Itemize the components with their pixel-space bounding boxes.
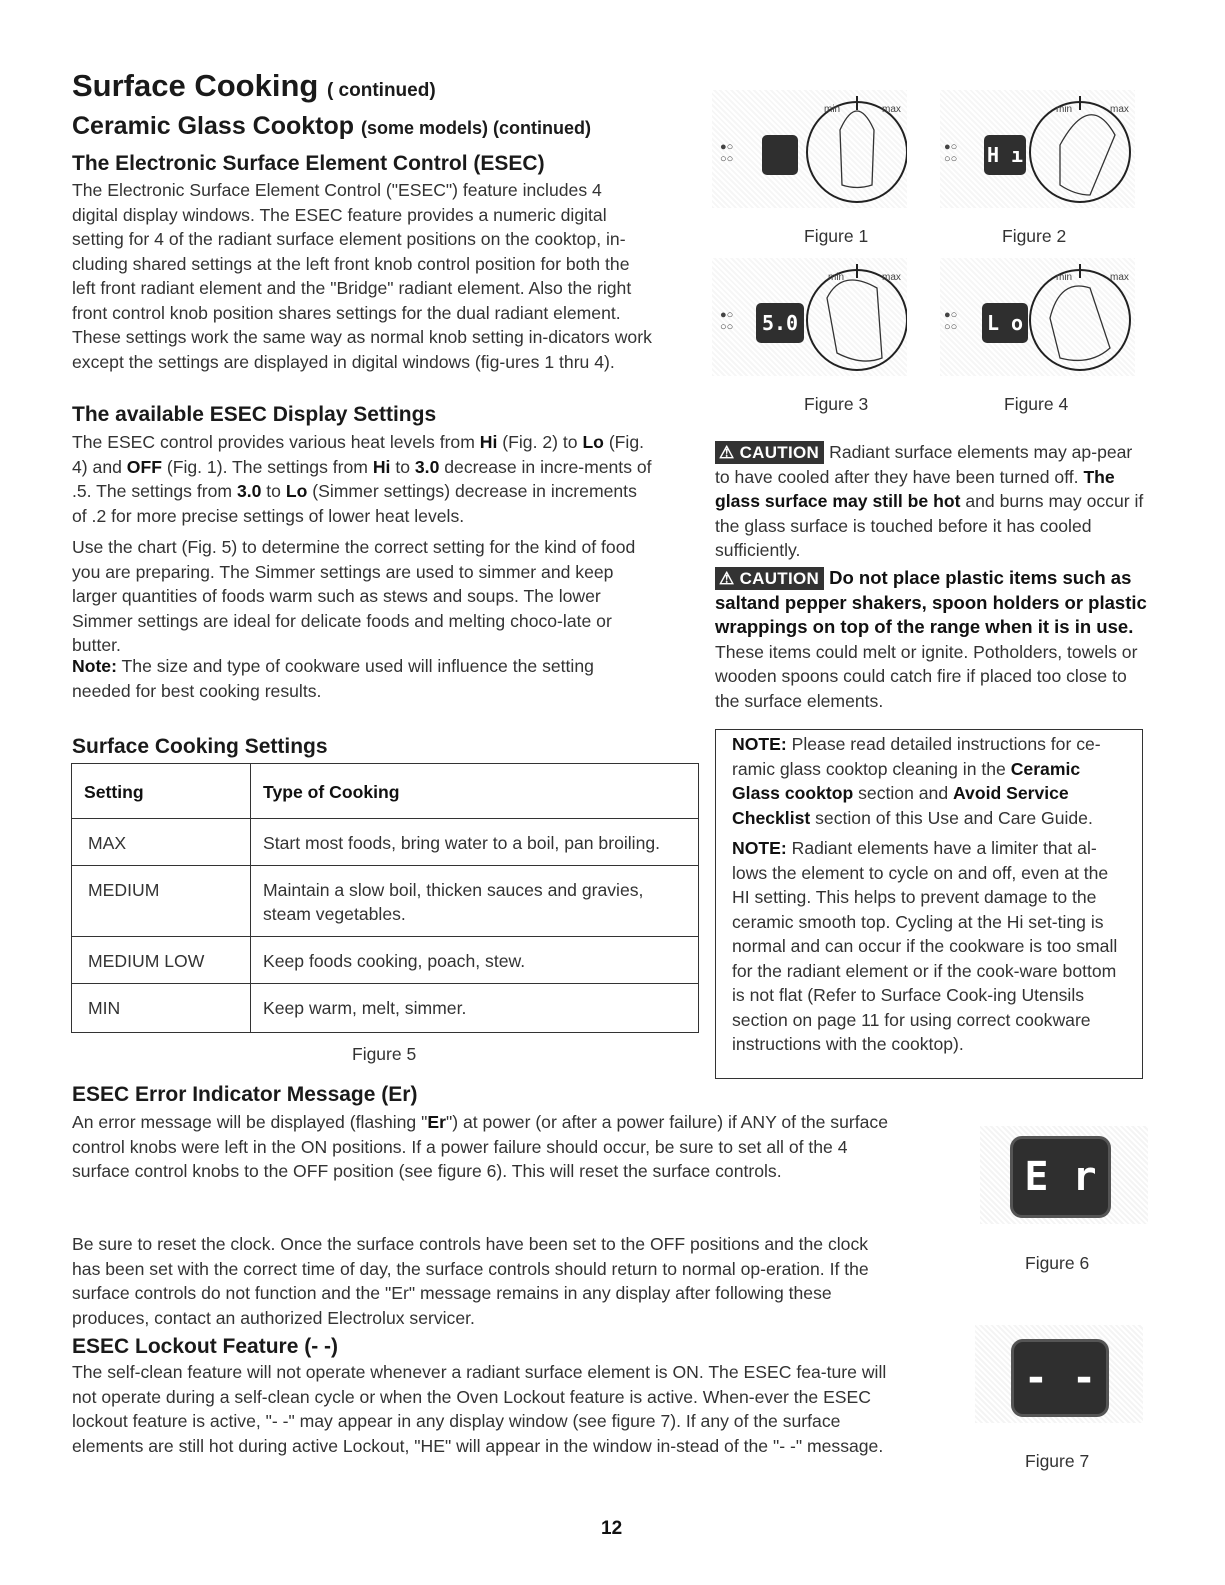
figure-2-image: [940, 90, 1135, 208]
knob-icon: [712, 258, 907, 376]
caution-plastic-items: ⚠ CAUTION Do not place plastic items such as saltand pepper shakers, spoon holders or plastic wrappings on top of the range when it is in use. These items could melt or ignite. Potholders, towels or wooden spoons could catch fire if placed too close to the surface elements.: [715, 567, 1147, 711]
figure-4-caption: Figure 4: [1004, 394, 1069, 414]
lockout-heading: ESEC Lockout Feature (- -): [72, 1335, 339, 1358]
title-text: Surface Cooking: [72, 68, 319, 103]
settings-table: [71, 763, 699, 1033]
knob-icon: [712, 90, 907, 208]
figure-4-image: [940, 258, 1135, 376]
setting-cell: MEDIUM LOW: [72, 937, 251, 984]
table-header-type: Type of Cooking: [251, 764, 699, 819]
figure-3-image: [712, 258, 907, 376]
display-window: L o: [982, 303, 1028, 343]
lockout-display-window: - -: [1011, 1339, 1109, 1417]
note-cleaning: NOTE: Please read detailed instructions for ce-ramic glass cooktop cleaning in the Ceramic Glass cooktop section and Avoid Service Checklist section of this Use and Care Guide.: [732, 734, 1101, 828]
max-label: max: [1110, 104, 1129, 115]
max-label: max: [882, 104, 901, 115]
display-settings-heading: The available ESEC Display Settings: [72, 403, 437, 426]
svg-text:○○: ○○: [944, 321, 958, 333]
knob-icon: [940, 258, 1135, 376]
page-subtitle: [72, 112, 591, 141]
lockout-body: The self-clean feature will not operate whenever a radiant surface element is ON. The ESEC fea-ture will not operate during a self-clean cycle or when the Oven Lockout feature is active. When-ever the ESEC lockout feature is active, "- -" may appear in any display window (see figure 7). If any of the surface elements are still hot during active Lockout, "HE" will appear in the window in-stead of the "- -" message.: [72, 1362, 887, 1456]
type-cell: Keep foods cooking, poach, stew.: [251, 937, 699, 984]
figure-6-caption: Figure 6: [1025, 1253, 1090, 1273]
svg-text:○○: ○○: [720, 321, 734, 333]
page-number: 12: [601, 1518, 623, 1539]
svg-text:●○: ●○: [720, 141, 734, 153]
display-settings-body: The ESEC control provides various heat levels from Hi (Fig. 2) to Lo (Fig. 4) and OFF (Fig. 1). The settings from Hi to 3.0 decrease in incre-ments of .5. The settings from 3.0 to Lo (Simmer settings) decrease in increments of .2 for more precise settings of lower heat levels.: [72, 432, 652, 526]
figure-6-image: [980, 1126, 1148, 1224]
caution-hot-surface: ⚠ CAUTION Radiant surface elements may ap-pear to have cooled after they have been turned off. The glass surface may still be hot and burns may occur if the glass surface is touched before it has cooled sufficiently.: [715, 442, 1144, 560]
figure-7-caption: Figure 7: [1025, 1451, 1090, 1471]
chart-usage-body: Use the chart (Fig. 5) to determine the correct setting for the kind of food you are preparing. The Simmer settings are used to simmer and keep larger quantities of foods warm such as stews and soups. The lower Simmer settings are ideal for delicate foods and melting choco-late or butter.: [72, 537, 636, 655]
svg-text:●○: ●○: [944, 309, 958, 321]
min-label: min: [828, 272, 845, 283]
table-row: [72, 866, 699, 937]
cookware-note: Note: The size and type of cookware used will influence the setting needed for best cooking results.: [72, 656, 594, 701]
esec-body: The Electronic Surface Element Control ("ESEC") feature includes 4 digital display windows. The ESEC feature provides a numeric digital setting for 4 of the radiant surface element positions on the cooktop, in-cluding shared settings at the left front knob control position for both the left front radiant element and the "Bridge" radiant element. Also the right front control knob position shares settings for the dual radiant element. These settings work the same way as normal knob setting in-dicators work except the settings are displayed in digital windows (fig-ures 1 thru 4).: [72, 180, 652, 372]
max-label: max: [1110, 272, 1129, 283]
figure-1-image: [712, 90, 907, 208]
figure-5-caption: Figure 5: [352, 1044, 417, 1064]
display-window: 5.0: [756, 303, 804, 343]
min-label: min: [1056, 104, 1073, 115]
table-header-row: [72, 764, 699, 819]
table-row: [72, 819, 699, 866]
figure-1-caption: Figure 1: [804, 226, 869, 246]
setting-cell: MIN: [72, 984, 251, 1033]
table-row: [72, 937, 699, 984]
error-body-2: Be sure to reset the clock. Once the surface controls have been set to the OFF positions and the clock has been set with the correct time of day, the surface controls should return to normal op-eration. If the surface controls do not function and the "Er" message remains in any display after following these produces, contact an authorized Electrolux servicer.: [72, 1234, 869, 1328]
type-cell: Keep warm, melt, simmer.: [251, 984, 699, 1033]
page-title: [72, 68, 436, 104]
setting-cell: MEDIUM: [72, 866, 251, 937]
figure-7-image: [975, 1325, 1143, 1423]
type-cell: Maintain a slow boil, thicken sauces and gravies, steam vegetables.: [251, 866, 699, 937]
min-label: min: [824, 104, 841, 115]
error-body-1: An error message will be displayed (flashing "Er") at power (or after a power failure) if ANY of the surface control knobs were left in the ON positions. If a power failure should occur, be sure to set all of the 4 surface control knobs to the OFF position (see figure 6). This will reset the surface controls.: [72, 1112, 889, 1181]
error-heading: ESEC Error Indicator Message (Er): [72, 1083, 418, 1106]
setting-cell: MAX: [72, 819, 251, 866]
svg-text:○○: ○○: [720, 153, 734, 165]
subtitle-text: Ceramic Glass Cooktop: [72, 112, 355, 140]
esec-heading: The Electronic Surface Element Control (ESEC): [72, 152, 545, 175]
figure-3-caption: Figure 3: [804, 394, 869, 414]
min-label: min: [1056, 272, 1073, 283]
knob-icon: [940, 90, 1135, 208]
subtitle-suffix: (some models) (continued): [360, 118, 591, 138]
error-display-window: E r: [1010, 1136, 1111, 1218]
svg-text:●○: ●○: [944, 141, 958, 153]
surface-settings-heading: Surface Cooking Settings: [72, 735, 328, 758]
caution-badge: ⚠ CAUTION: [715, 441, 824, 464]
title-suffix: ( continued): [326, 80, 436, 101]
table-header-setting: Setting: [72, 764, 251, 819]
svg-text:○○: ○○: [944, 153, 958, 165]
note-box: [715, 729, 1143, 1079]
caution-badge: ⚠ CAUTION: [715, 567, 824, 590]
figure-2-caption: Figure 2: [1002, 226, 1067, 246]
note-limiter: NOTE: Radiant elements have a limiter that al-lows the element to cycle on and off, even at the HI setting. This helps to prevent damage to the ceramic smooth top. Cycling at the Hi set-ting is normal and can occur if the cookware is too small for the radiant element or if the cook-ware bottom is not flat (Refer to Surface Cook-ing Utensils section on page 11 for using correct cookware instructions with the cooktop).: [732, 838, 1118, 1054]
display-window: [762, 135, 798, 175]
table-row: [72, 984, 699, 1033]
max-label: max: [882, 272, 901, 283]
type-cell: Start most foods, bring water to a boil, pan broiling.: [251, 819, 699, 866]
svg-text:●○: ●○: [720, 309, 734, 321]
display-window: H ı: [984, 135, 1026, 175]
